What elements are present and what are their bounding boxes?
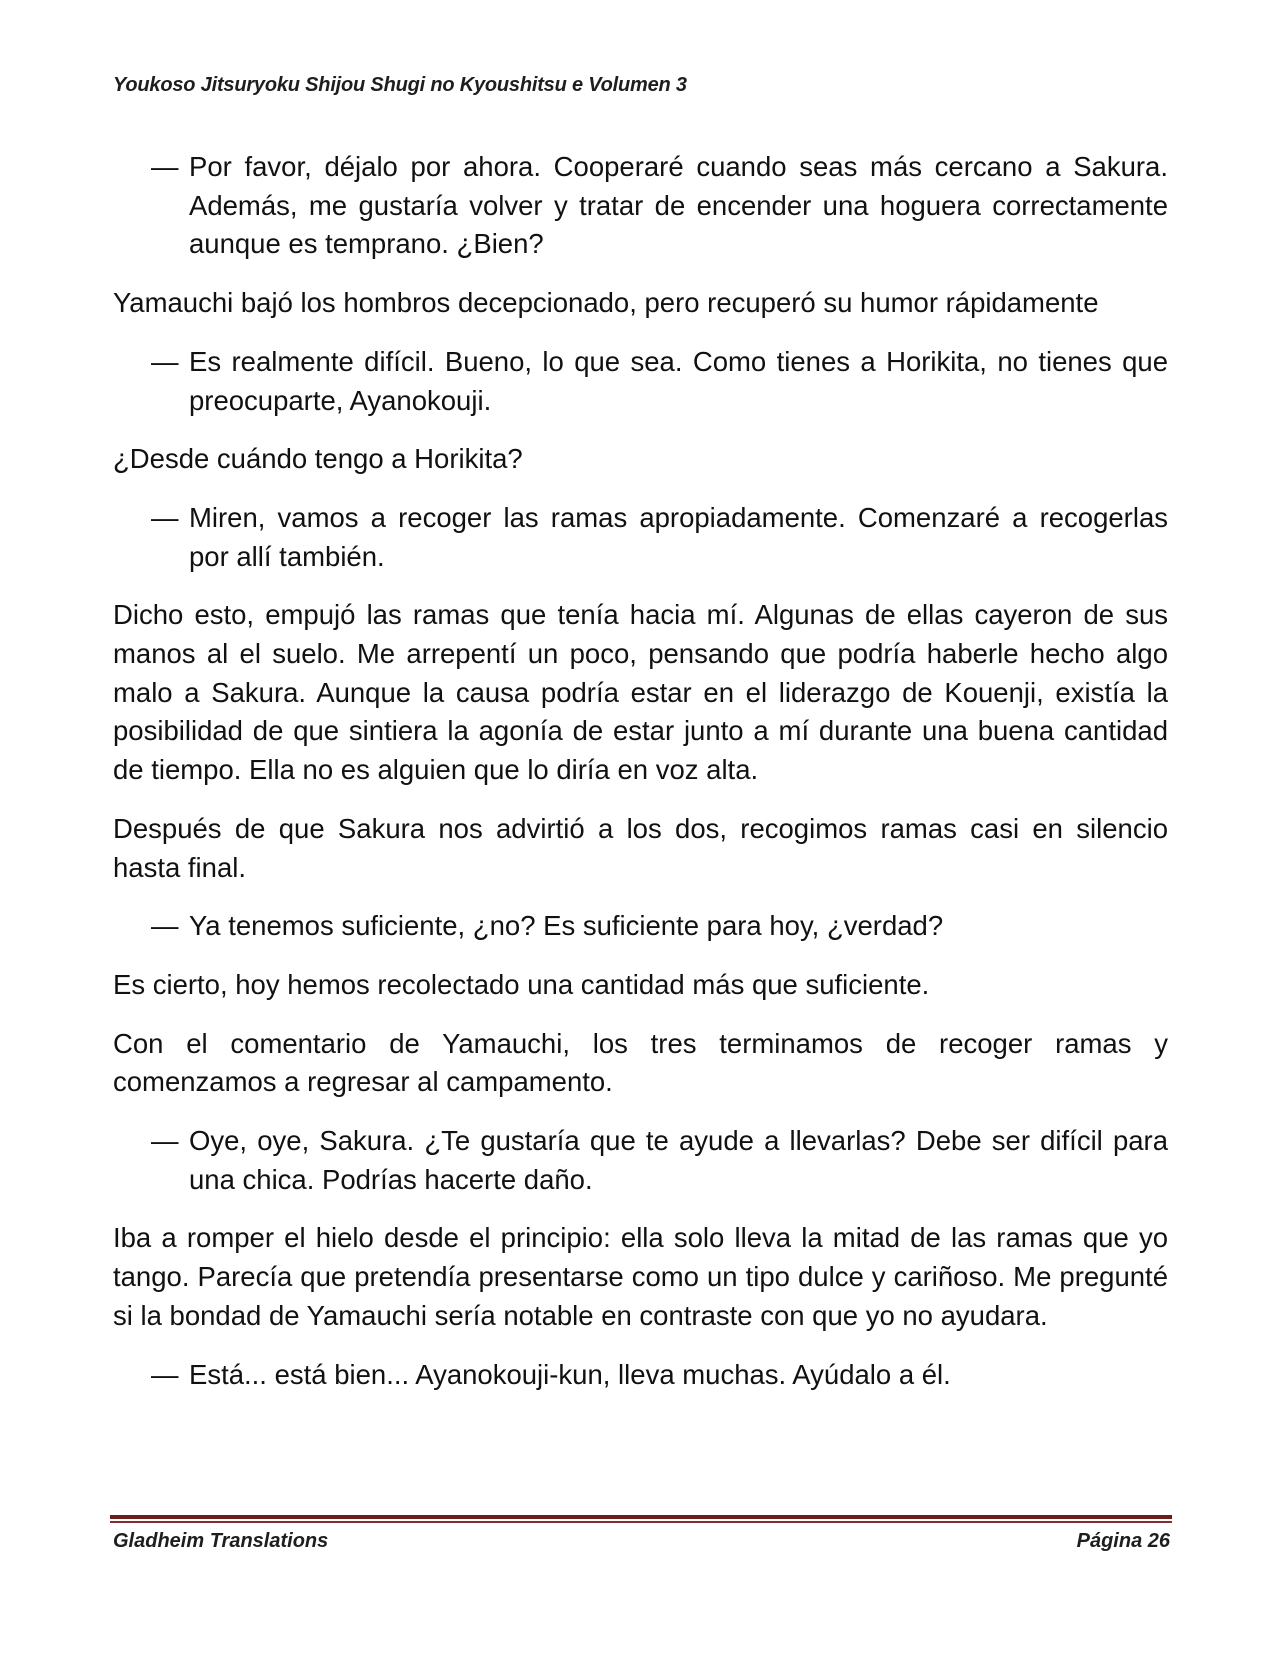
narrative-paragraph: Después de que Sakura nos advirtió a los dos, recogimos ramas casi en silencio hasta final.	[113, 812, 1168, 883]
running-header: Youkoso Jitsuryoku Shijou Shugi no Kyoushitsu e Volumen 3	[113, 74, 687, 96]
dialogue-dash: —	[151, 1125, 179, 1157]
narrative-paragraph: ¿Desde cuándo tengo a Horikita?	[113, 443, 523, 475]
dialogue-line	[151, 343, 1168, 420]
dialogue-dash: —	[151, 151, 179, 182]
footer-translator: Gladheim Translations	[113, 1530, 329, 1552]
narrative-paragraph: Iba a romper el hielo desde el principio: ella solo lleva la mitad de las ramas que yo tango. Parecía que pretendía presentarse como un tipo dulce y cariñoso. Me pregunté si la bondad de Yamauchi sería notable en contraste con que yo no ayudara.	[113, 1222, 1168, 1331]
dialogue-text: Oye, oye, Sakura. ¿Te gustaría que te ayude a llevarlas? Debe ser difícil para una chica. Podrías hacerte daño.	[189, 1125, 1168, 1195]
dialogue-dash: —	[151, 1358, 179, 1390]
dialogue-line	[151, 148, 1168, 264]
footer-divider-thick	[110, 1515, 1172, 1519]
dialogue-line	[151, 1356, 1168, 1395]
footer-page-number: Página 26	[1076, 1530, 1170, 1552]
dialogue-line	[151, 499, 1168, 576]
dialogue-text: Miren, vamos a recoger las ramas apropiadamente. Comenzaré a recogerlas por allí también.	[189, 501, 1168, 572]
page-body	[113, 148, 1168, 1414]
narrative-paragraph: Yamauchi bajó los hombros decepcionado, pero recuperó su humor rápidamente	[113, 287, 1099, 319]
dialogue-dash: —	[151, 910, 179, 942]
dialogue-text: Ya tenemos suficiente, ¿no? Es suficiente para hoy, ¿verdad?	[189, 910, 944, 942]
dialogue-dash: —	[151, 501, 179, 533]
narrative-paragraph: Es cierto, hoy hemos recolectado una cantidad más que suficiente.	[113, 968, 930, 1000]
narrative-paragraph: Dicho esto, empujó las ramas que tenía hacia mí. Algunas de ellas cayeron de sus manos al el suelo. Me arrepentí un poco, pensando que podría haberle hecho algo malo a Sakura. Aunque la causa podría estar en el liderazgo de Kouenji, existía la posibilidad de que sintiera la agonía de estar junto a mí durante una buena cantidad de tiempo. Ella no es alguien que lo diría en voz alta.	[113, 599, 1168, 786]
dialogue-dash: —	[151, 345, 179, 377]
dialogue-line	[151, 907, 1168, 946]
dialogue-line	[151, 1122, 1168, 1199]
narrative-paragraph: Con el comentario de Yamauchi, los tres terminamos de recoger ramas y comenzamos a regresar al campamento.	[113, 1027, 1168, 1098]
footer-divider-thin	[110, 1521, 1172, 1523]
dialogue-text: Por favor, déjalo por ahora. Cooperaré cuando seas más cercano a Sakura. Además, me gustaría volver y tratar de encender una hoguera correctamente aunque es temprano. ¿Bien?	[189, 151, 1168, 260]
dialogue-text: Es realmente difícil. Bueno, lo que sea. Como tienes a Horikita, no tienes que preocuparte, Ayanokouji.	[189, 345, 1168, 416]
dialogue-text: Está... está bien... Ayanokouji-kun, lleva muchas. Ayúdalo a él.	[189, 1358, 951, 1390]
